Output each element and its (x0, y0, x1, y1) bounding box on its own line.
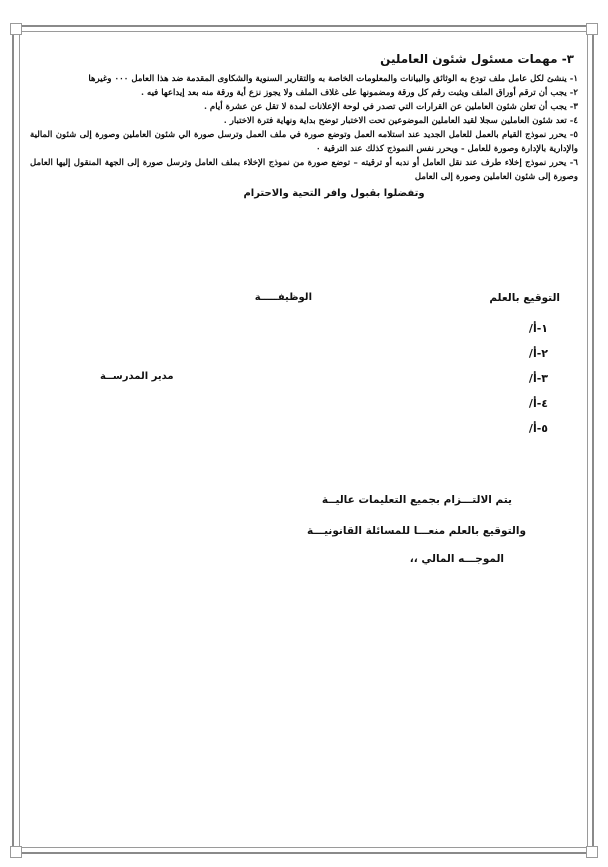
border-corner (586, 23, 598, 35)
signature-row: ٣-أ/ (528, 372, 548, 385)
list-item: ١- ينشئ لكل عامل ملف تودع به الوثائق والبيانات والمعلومات الخاصة به والتقارير السنوية والشكاوى المقدمة ضد هذا العامل ٠٠٠ وغيرها (88, 74, 578, 84)
list-item: ٦- يحرر نموذج إخلاء طرف عند نقل العامل أو ندبه أو ترقيته – توضع صورة من نموذج الإخلاء بملف العامل وترسل صورة إلى الجهة المنقول إليها العامل وصورة إلى شئون العاملين وصورة إلى العامل (30, 158, 578, 182)
signature-row: ٥-أ/ (528, 422, 548, 435)
list-item: ٣- يجب أن تعلن شئون العاملين عن القرارات التي تصدر في لوحة الإعلانات لمدة لا تقل عن عشرة أيام . (203, 102, 578, 112)
signature-table-header (30, 292, 560, 312)
list-item: ٢- يجب أن ترقم أوراق الملف ويثبت رقم كل ورقة ومضمونها على غلاف الملف ولا يجوز نزع أية ورقة منه بعد إيداعها فيه . (140, 88, 578, 98)
signature-column-header: التوقيع بالعلم (489, 292, 560, 304)
list-item: ٤- تعد شئون العاملين سجلا لقيد العاملين الموضوعين تحت الاختبار توضح بداية ونهاية فترة الاختبار . (223, 116, 578, 126)
signature-row: ٢-أ/ (528, 347, 548, 360)
job-title: مدير المدرســة (100, 371, 174, 382)
closing-greeting: وتفضلوا بقبول وافر التحية والاحترام (243, 188, 425, 199)
footer-legal-note: والتوقيع بالعلم منعـــا للمسائلة القانونيـــة (306, 525, 526, 537)
signature-row: ٤-أ/ (528, 397, 548, 410)
job-column-header: الوظيفـــــة (254, 292, 312, 303)
section-title: ٣- مهمات مسئول شئون العاملين (380, 52, 574, 66)
document-body (30, 52, 578, 199)
border-corner (586, 846, 598, 858)
signature-row: ١-أ/ (528, 322, 548, 335)
footer-instruction: يتم الالتـــزام بجميع التعليمات عاليــة (321, 494, 512, 506)
border-corner (10, 23, 22, 35)
list-item: ٥- يحرر نموذج القيام بالعمل للعامل الجديد عند استلامه العمل وتوضع صورة في ملف العمل وترسل صورة الي شئون العاملين وصورة إلى شئون المالية والإدارية بالإدارة وصورة للعامل - ويحرر نفس النموذج كذلك عند الترقية ٠ (30, 130, 578, 154)
footer-signatory: الموجـــه المالي ،، (409, 553, 504, 565)
border-corner (10, 846, 22, 858)
